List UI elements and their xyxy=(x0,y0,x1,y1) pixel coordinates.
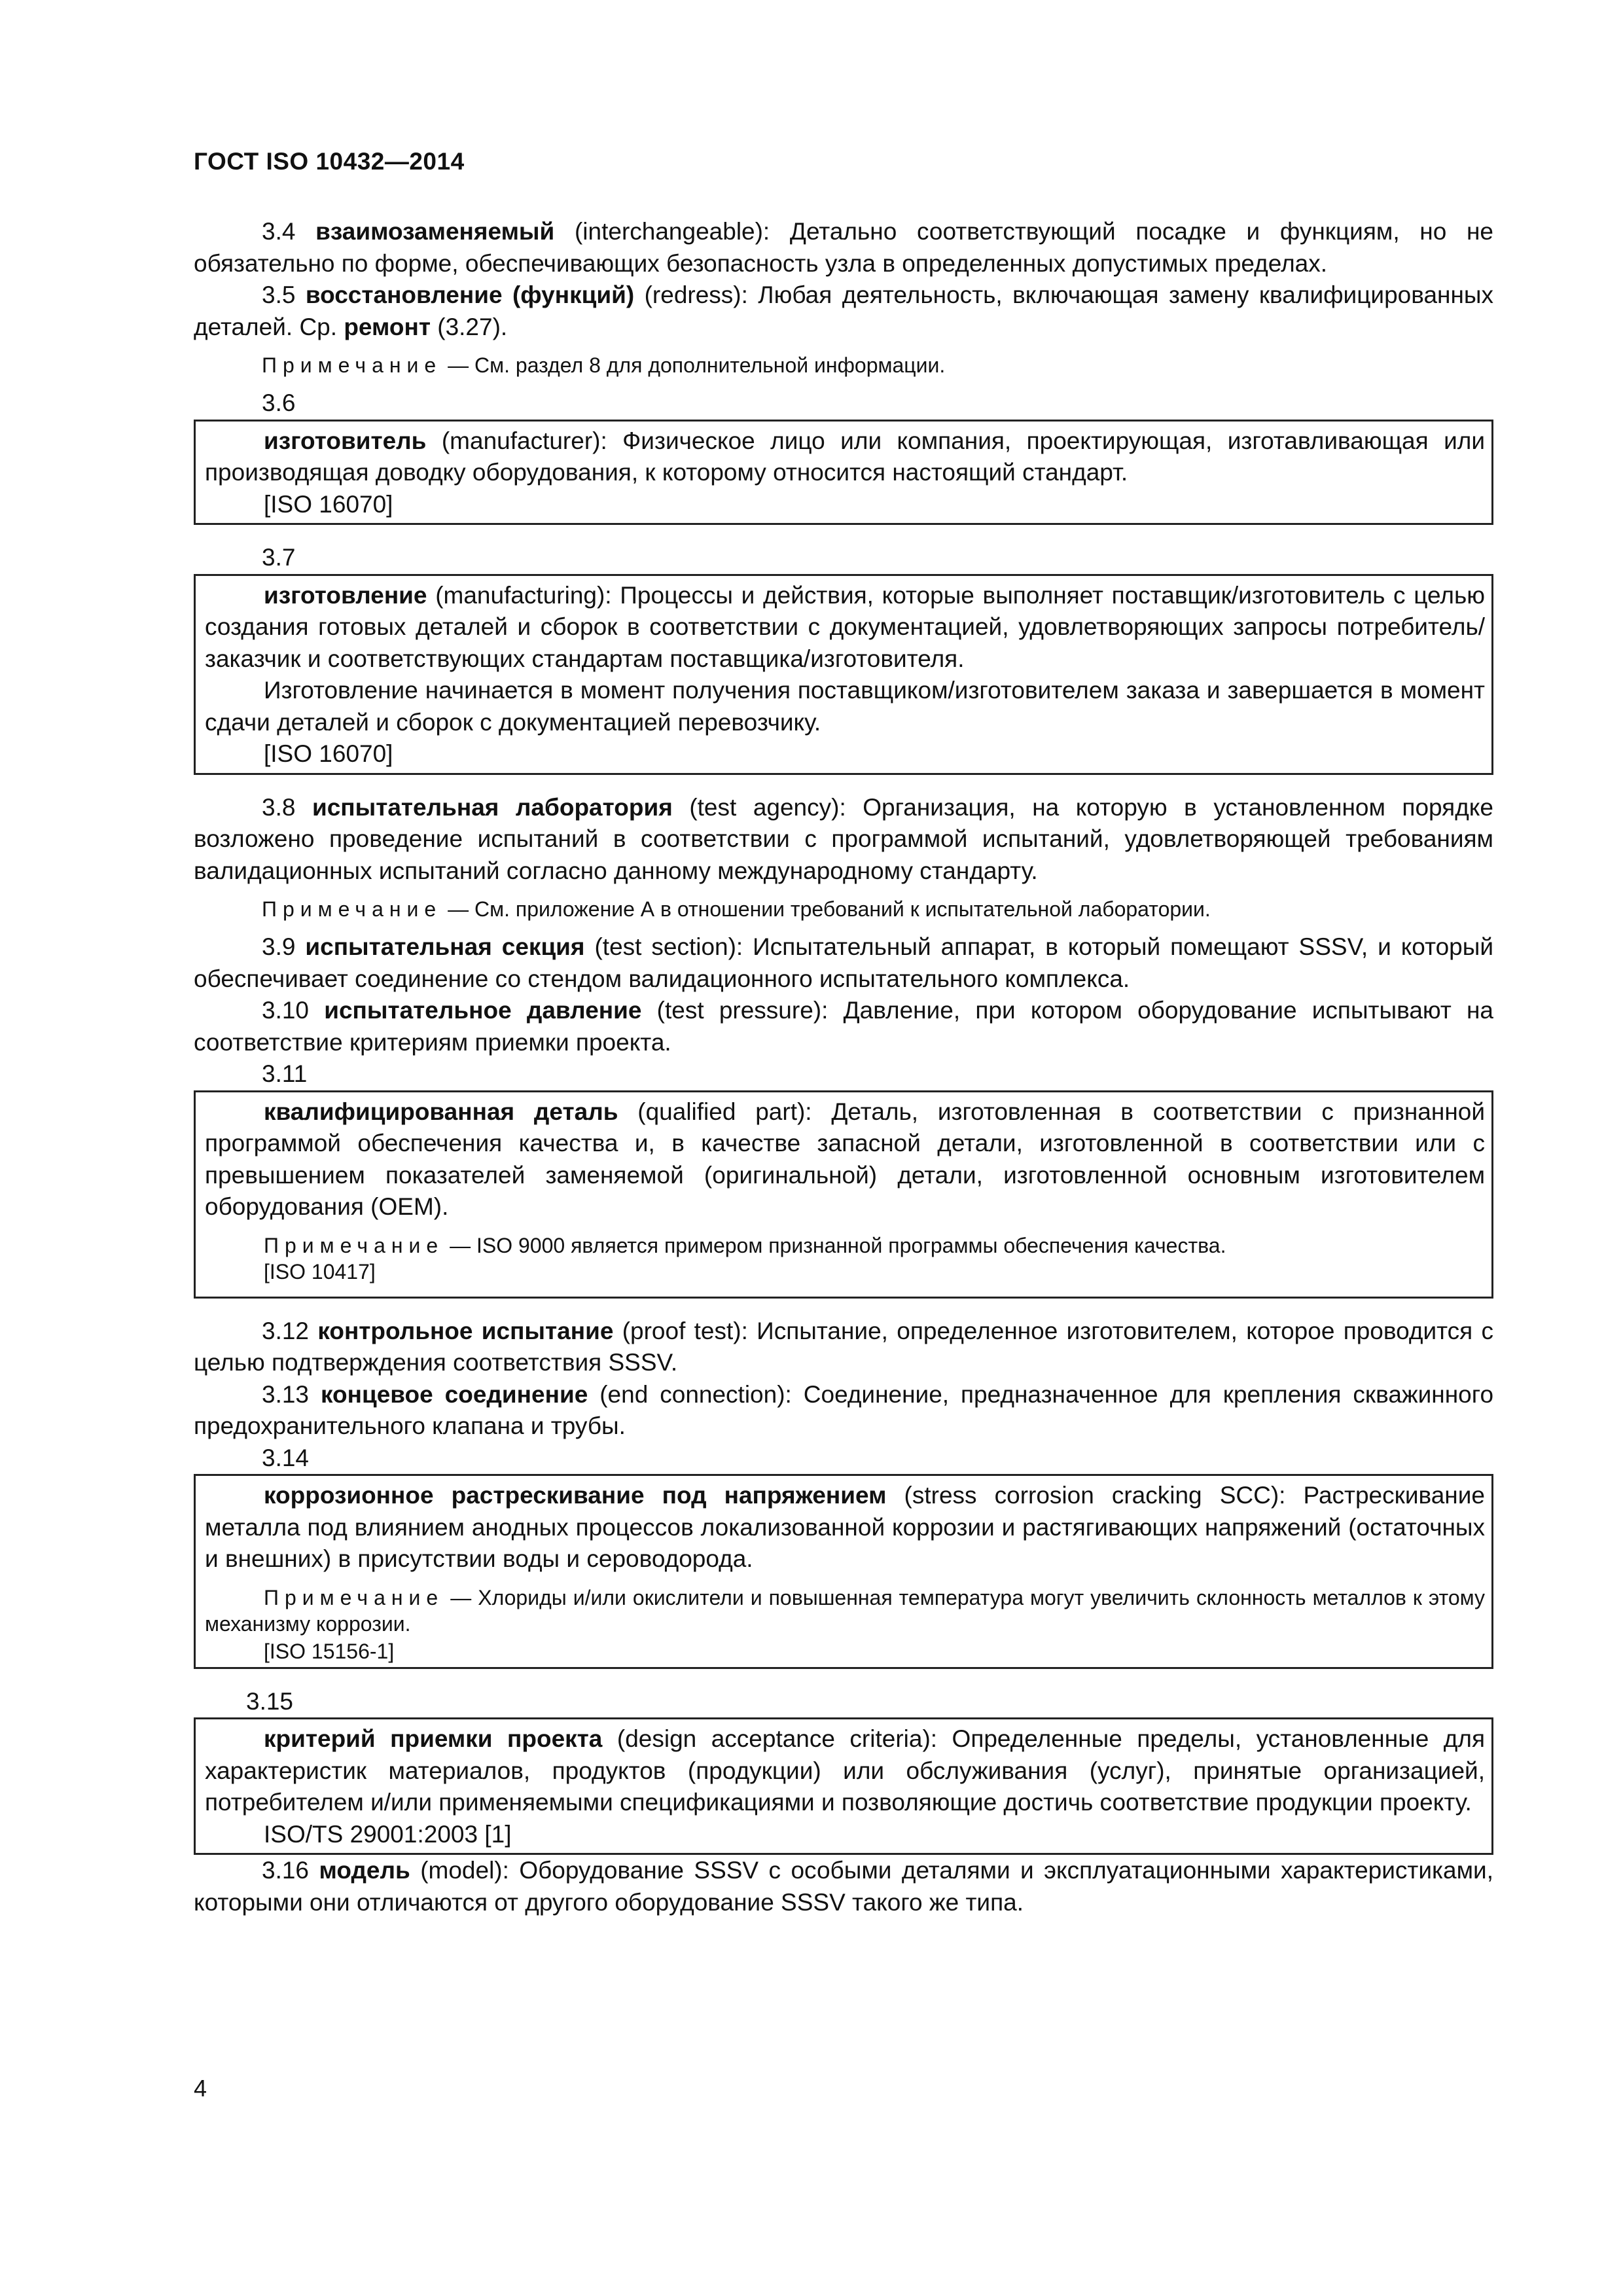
term-definition: (test agency): Организация, на которую в установленном порядке возложено проведение испытаний в соответствии с программой испытаний, удовлетворяющей требованиям валидационных испытаний согласно данному международному стандарту. xyxy=(194,793,1493,884)
term-3-12 xyxy=(194,1316,1493,1379)
term-number: 3.8 xyxy=(262,793,296,821)
term-box-3-7 xyxy=(194,574,1493,775)
term-3-7-continued: Изготовление начинается в момент получения поставщиком/изготовителем заказа и завершается в момент сдачи деталей и сборок с документацией перевозчику. xyxy=(205,677,1485,736)
term-3-10 xyxy=(194,995,1493,1058)
note-3-11 xyxy=(205,1232,1485,1285)
note-label: Примечание xyxy=(264,1585,444,1609)
note-text: — Хлориды и/или окислители и повышенная температура могут увеличить склонность металлов к этому механизму коррозии. xyxy=(205,1585,1485,1636)
term-definition: (manufacturing): Процессы и действия, которые выполняет поставщик/изготовитель с целью создания готовых деталей и сборок в соответствии с документацией, удовлетворяющих запросы потребитель/заказчик и соответствующих стандартам поставщика/изготовителя. xyxy=(205,581,1485,672)
term-title: изготовление xyxy=(264,581,427,609)
term-3-5 xyxy=(194,279,1493,343)
term-number: 3.13 xyxy=(262,1380,310,1408)
term-definition: (interchangeable): Детально соответствующий посадке и функциям, но не обязательно по форме, обеспечивающих безопасность узла в определенных допустимых пределах. xyxy=(194,218,1493,277)
term-crossref: ремонт xyxy=(344,313,431,340)
document-header: ГОСТ ISO 10432—2014 xyxy=(194,148,465,175)
term-definition: (redress): Любая деятельность, включающая замену квалифицированных деталей. Ср. xyxy=(194,281,1494,340)
term-3-8 xyxy=(194,792,1493,888)
term-title: коррозионное растрескивание под напряжением xyxy=(264,1482,887,1509)
note-text: — См. раздел 8 для дополнительной информации. xyxy=(442,353,946,377)
term-3-13 xyxy=(194,1379,1493,1443)
term-3-7 xyxy=(205,580,1485,675)
term-3-6 xyxy=(205,425,1485,489)
term-title: восстановление (функций) xyxy=(305,281,635,308)
term-number: 3.16 xyxy=(262,1857,310,1884)
note-text: — См. приложение А в отношении требований к испытательной лаборатории. xyxy=(442,897,1211,921)
term-source: ISO/TS 29001:2003 [1] xyxy=(264,1820,512,1848)
term-title: контрольное испытание xyxy=(317,1317,614,1344)
note-3-5 xyxy=(194,352,1493,378)
term-number: 3.4 xyxy=(262,218,296,245)
term-source: [ISO 16070] xyxy=(264,740,393,767)
term-box-3-15 xyxy=(194,1717,1493,1855)
note-label: Примечание xyxy=(262,353,442,377)
term-source: [ISO 15156-1] xyxy=(264,1639,395,1663)
note-text: — ISO 9000 является примером признанной программы обеспечения качества. xyxy=(444,1233,1226,1257)
term-number: 3.9 xyxy=(262,933,296,960)
term-definition: (stress corrosion cracking SCC): Растрескивание металла под влиянием анодных процессов локализованной коррозии и растягивающих напряжений (остаточных и внешних) в присутствии воды и сероводорода. xyxy=(205,1482,1485,1572)
term-3-9 xyxy=(194,931,1493,995)
term-title: модель xyxy=(319,1857,410,1884)
term-title: изготовитель xyxy=(264,427,427,454)
term-3-11 xyxy=(205,1096,1485,1223)
term-definition: (model): Оборудование SSSV с особыми деталями и эксплуатационными характеристиками, которыми они отличаются от другого оборудование SSSV такого же типа. xyxy=(194,1857,1494,1916)
term-title: испытательная секция xyxy=(305,933,585,960)
note-3-8 xyxy=(194,896,1493,922)
term-definition: (manufacturer): Физическое лицо или компания, проектирующая, изготавливающая или производящая доводку оборудования, к которому относится настоящий стандарт. xyxy=(205,427,1485,486)
term-title: испытательная лаборатория xyxy=(312,793,673,821)
term-definition: (proof test): Испытание, определенное изготовителем, которое проводится с целью подтверждения соответствия SSSV. xyxy=(194,1317,1494,1376)
term-number: 3.12 xyxy=(262,1317,310,1344)
term-number-3-6: 3.6 xyxy=(262,389,296,416)
term-number-3-11: 3.11 xyxy=(262,1060,308,1087)
term-3-15 xyxy=(205,1723,1485,1819)
term-number-3-15: 3.15 xyxy=(246,1687,294,1715)
term-3-16 xyxy=(194,1855,1493,1918)
term-definition: (test section): Испытательный аппарат, в который помещают SSSV, и который обеспечивает соединение со стендом валидационного испытательного комплекса. xyxy=(194,933,1494,992)
term-definition: (test pressure): Давление, при котором оборудование испытывают на соответствие критериям приемки проекта. xyxy=(194,997,1493,1056)
term-box-3-6 xyxy=(194,420,1493,526)
term-number-3-7: 3.7 xyxy=(262,544,296,571)
term-box-3-14 xyxy=(194,1474,1493,1669)
term-title: испытательное давление xyxy=(324,997,642,1024)
term-number-3-14: 3.14 xyxy=(262,1444,310,1471)
document-content xyxy=(194,216,1493,1918)
term-number: 3.5 xyxy=(262,281,296,308)
term-3-14 xyxy=(205,1480,1485,1575)
term-definition: (design acceptance criteria): Определенные пределы, установленные для характеристик материалов, продуктов (продукции) или обслуживания (услуг), принятые организацией, потребителем и/или применяемыми спецификациями и позволяющие достичь соответствие продукции проекту. xyxy=(205,1725,1485,1816)
page-number: 4 xyxy=(194,2075,207,2102)
term-number: 3.10 xyxy=(262,997,310,1024)
term-title: критерий приемки проекта xyxy=(264,1725,603,1752)
note-label: Примечание xyxy=(264,1233,444,1257)
term-title: взаимозаменяемый xyxy=(315,218,555,245)
term-title: квалифицированная деталь xyxy=(264,1098,618,1125)
term-definition: (end connection): Соединение, предназначенное для крепления скважинного предохранительного клапана и трубы. xyxy=(194,1380,1494,1439)
term-definition-tail: (3.27). xyxy=(430,313,508,340)
note-3-14 xyxy=(205,1585,1485,1637)
term-source: [ISO 16070] xyxy=(264,490,393,518)
note-label: Примечание xyxy=(262,897,442,921)
term-box-3-11 xyxy=(194,1090,1493,1299)
term-definition: (qualified part): Деталь, изготовленная в соответствии с признанной программой обеспечения качества и, в качестве запасной детали, изготовленной в соответствии или с превышением показателей заменяемой (оригинальной) детали, изготовленной основным изготовителем оборудования (ОЕМ). xyxy=(205,1098,1485,1220)
term-3-4 xyxy=(194,216,1493,279)
term-title: концевое соединение xyxy=(320,1380,588,1408)
term-source: [ISO 10417] xyxy=(264,1259,376,1283)
